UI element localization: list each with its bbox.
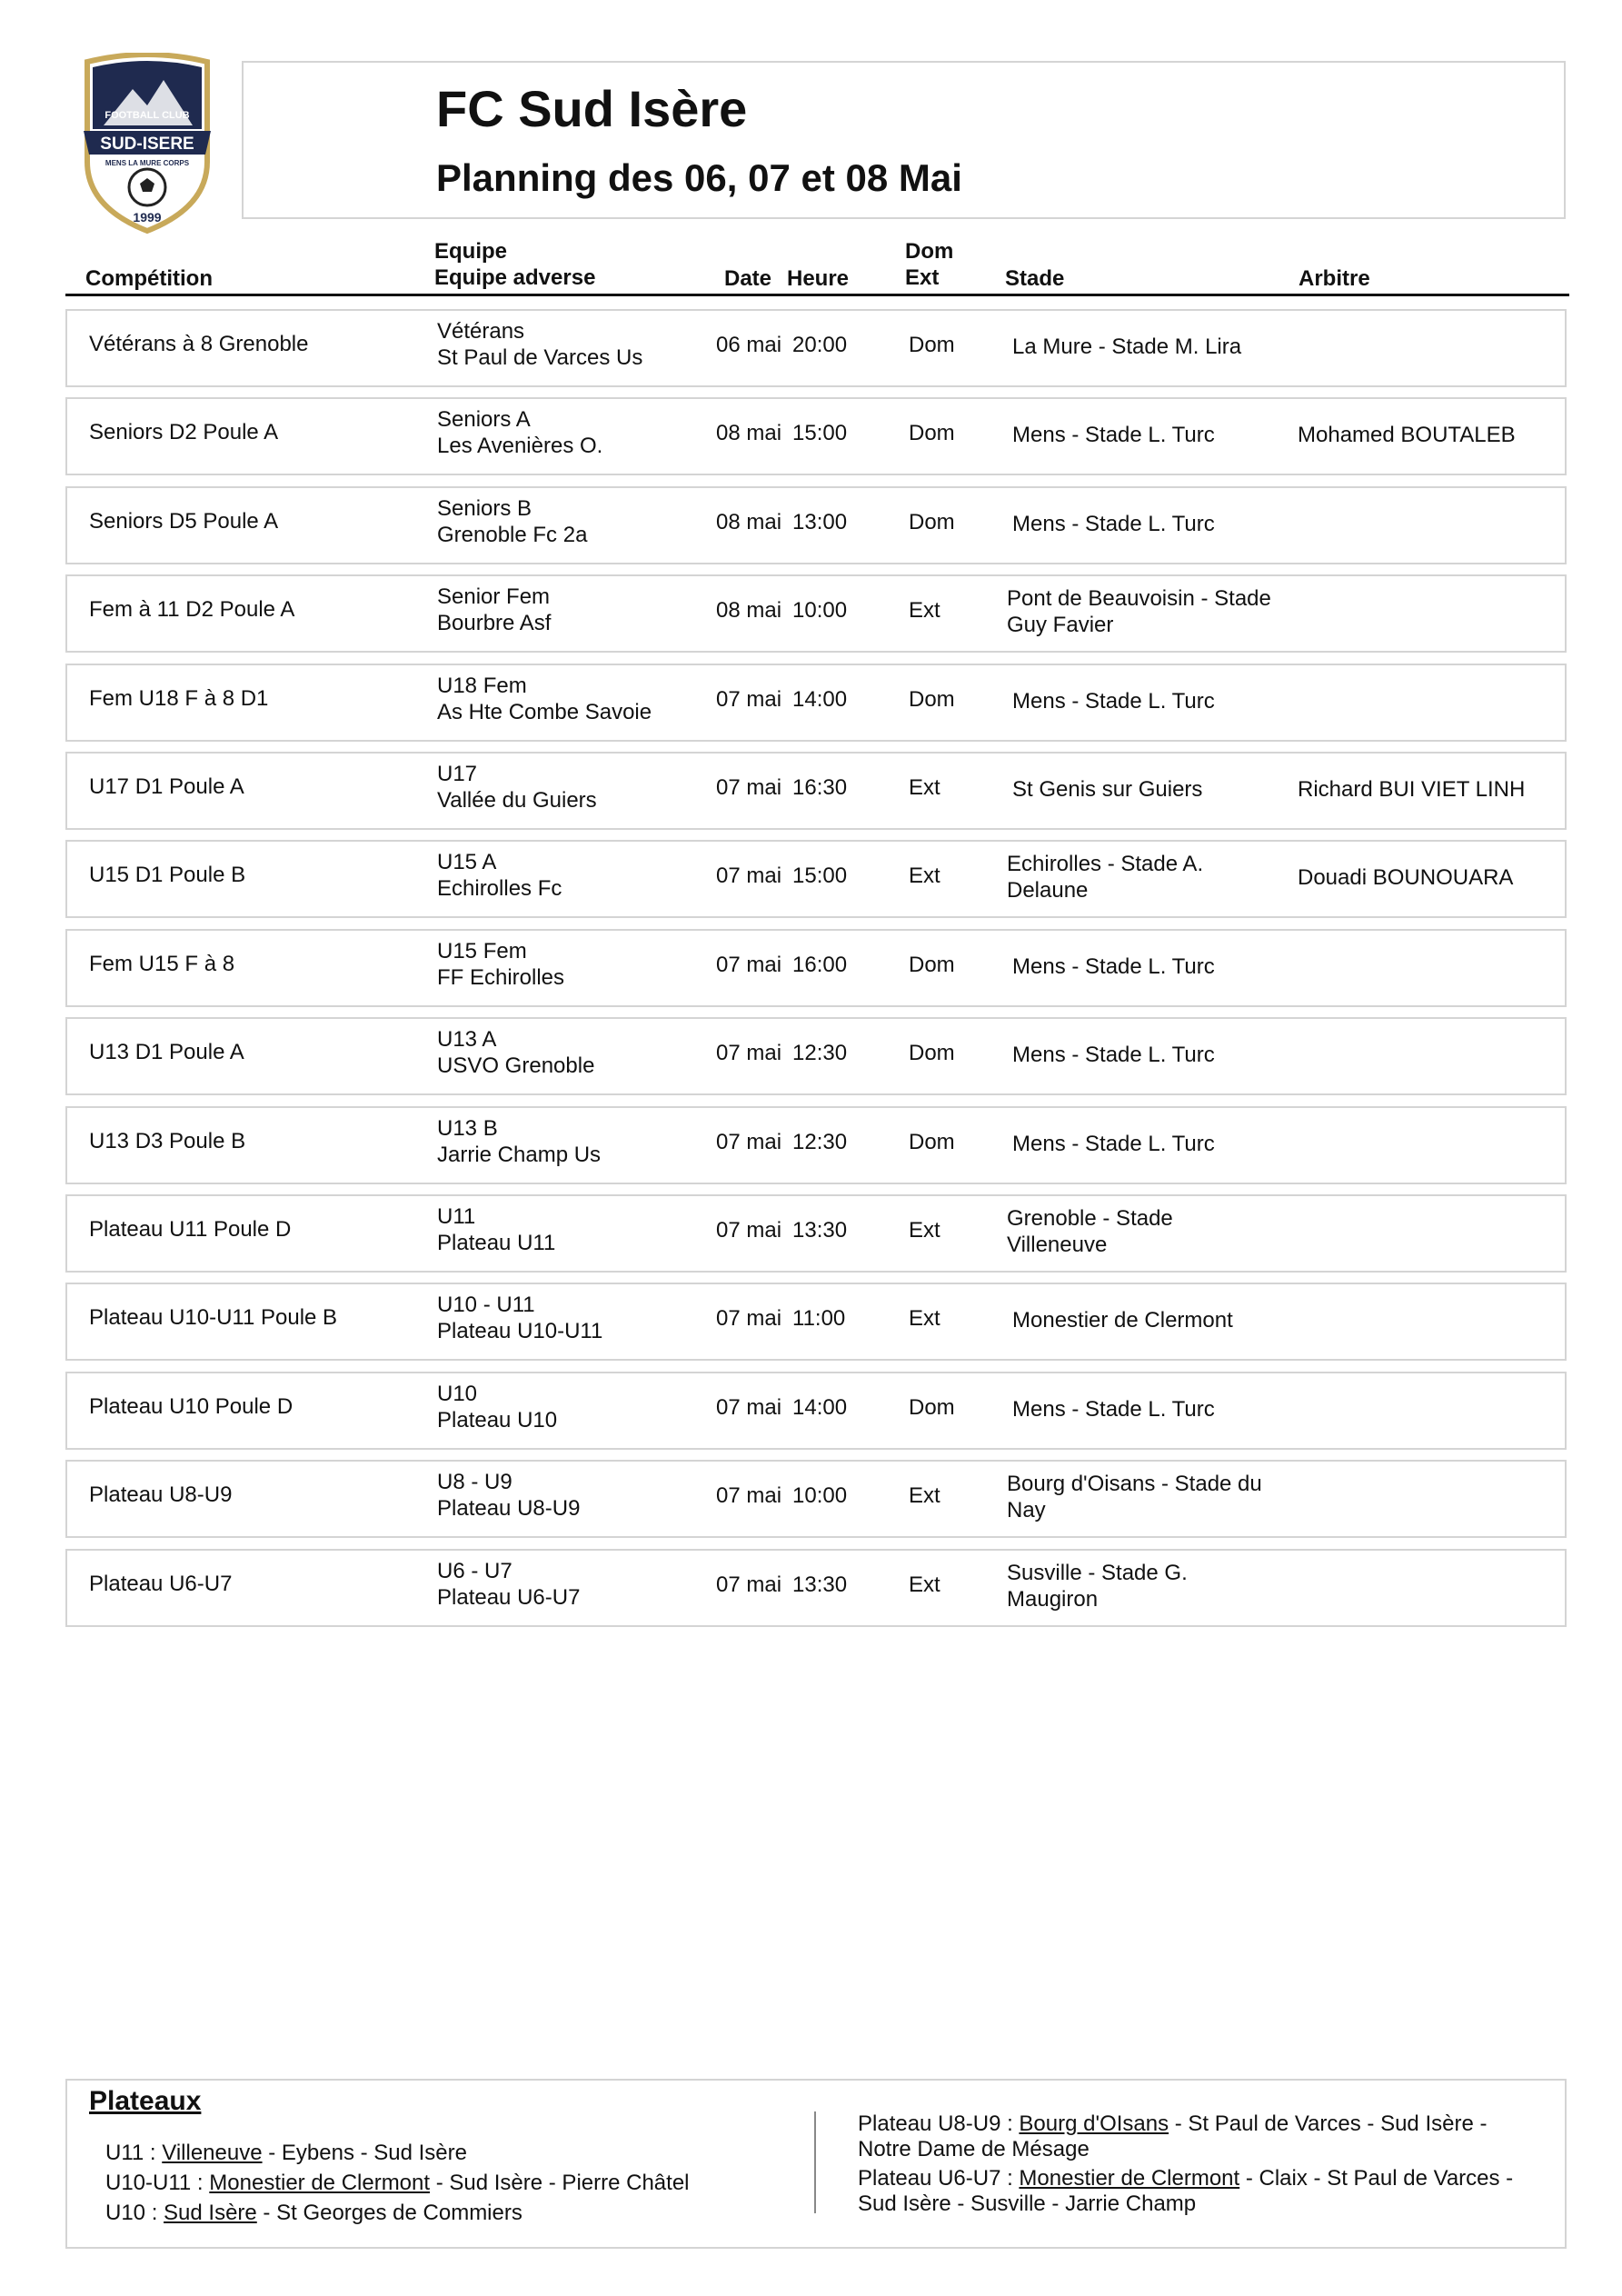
header-arbitre: Arbitre (1299, 266, 1370, 291)
plateaux-divider (814, 2111, 816, 2213)
match-adverse: Plateau U6-U7 (437, 1584, 581, 1610)
match-equipe: U13 B (437, 1115, 498, 1141)
match-adverse: USVO Grenoble (437, 1053, 595, 1079)
match-date: 07 mai (716, 863, 782, 889)
match-heure: 10:00 (792, 1483, 848, 1509)
match-date: 07 mai (716, 1394, 782, 1420)
plateau-rest: - St Paul de Varces - Sud Isère - Notre Dame de Mésage (858, 2111, 1488, 2161)
match-row (65, 1460, 1567, 1538)
plateau-prefix: U11 : (105, 2141, 163, 2165)
match-stade-line1: Grenoble - Stade (1007, 1206, 1173, 1231)
match-adverse: FF Echirolles (437, 964, 565, 990)
match-row (65, 486, 1567, 564)
match-domext: Dom (909, 1394, 955, 1420)
match-date: 07 mai (716, 1129, 782, 1154)
match-heure: 15:00 (792, 421, 848, 446)
match-domext: Ext (909, 1483, 940, 1509)
match-domext: Dom (909, 509, 955, 534)
match-date: 08 mai (716, 421, 782, 446)
match-stade: Monestier de Clermont (1012, 1308, 1233, 1333)
match-teams (437, 938, 564, 991)
match-teams (437, 1203, 555, 1256)
match-row (65, 1106, 1567, 1184)
match-domext: Ext (909, 1218, 940, 1243)
match-teams (437, 1292, 602, 1344)
match-stade-line2: Maugiron (1007, 1586, 1099, 1612)
match-equipe: U10 - U11 (437, 1293, 535, 1318)
match-domext: Dom (909, 686, 955, 712)
match-equipe: Senior Fem (437, 584, 551, 610)
match-stade: Mens - Stade L. Turc (1012, 1396, 1215, 1422)
match-competition: Vétérans à 8 Grenoble (89, 332, 309, 356)
page-title: FC Sud Isère (436, 80, 748, 137)
match-stade-line2: Delaune (1007, 878, 1089, 903)
plateau-prefix: U10 : (105, 2201, 164, 2225)
plateau-left-item (105, 2138, 690, 2168)
match-heure: 12:30 (792, 1129, 848, 1154)
match-stade (1007, 1560, 1298, 1612)
match-competition: Fem U18 F à 8 D1 (89, 685, 269, 711)
match-competition: U15 D1 Poule B (89, 863, 246, 888)
match-adverse: Plateau U10-U11 (437, 1319, 603, 1344)
match-heure: 16:30 (792, 775, 848, 800)
match-adverse: Plateau U11 (437, 1231, 556, 1255)
match-teams (437, 673, 652, 725)
match-adverse: Echirolles Fc (437, 876, 562, 902)
logo-banner-text: SUD-ISERE (100, 135, 194, 154)
match-equipe: U15 Fem (437, 938, 527, 963)
match-domext: Ext (909, 1572, 940, 1597)
match-arbitre: Douadi BOUNOUARA (1298, 865, 1514, 891)
match-teams (437, 1558, 580, 1611)
match-heure: 13:30 (792, 1218, 848, 1243)
header-domext (905, 238, 953, 291)
match-teams (437, 761, 597, 814)
match-row (65, 664, 1567, 742)
match-stade (1007, 1471, 1298, 1523)
match-competition: Seniors D2 Poule A (89, 420, 279, 445)
plateau-host: Villeneuve (162, 2141, 263, 2165)
title-box (242, 61, 1566, 219)
plateau-rest: - St Georges de Commiers (256, 2201, 522, 2225)
match-stade (1007, 585, 1298, 638)
match-date: 07 mai (716, 1572, 782, 1597)
match-date: 06 mai (716, 333, 782, 357)
match-competition: U13 D1 Poule A (89, 1040, 244, 1065)
match-domext: Dom (909, 1041, 955, 1066)
plateaux-title: Plateaux (89, 2086, 202, 2116)
match-equipe: U18 Fem (437, 673, 527, 698)
match-stade (1007, 1205, 1298, 1258)
match-stade: Mens - Stade L. Turc (1012, 1131, 1215, 1156)
header-ext-label: Ext (905, 265, 940, 290)
plateaux-right-list (858, 2111, 1530, 2221)
match-stade-line1: Bourg d'Oisans - Stade du (1007, 1472, 1262, 1497)
match-adverse: Plateau U8-U9 (437, 1496, 581, 1522)
match-stade: Mens - Stade L. Turc (1012, 688, 1215, 714)
header-divider (65, 294, 1569, 296)
header-heure: Heure (787, 266, 850, 291)
match-heure: 14:00 (792, 1394, 848, 1420)
match-row (65, 1372, 1567, 1450)
match-heure: 16:00 (792, 952, 848, 977)
match-heure: 13:00 (792, 509, 848, 534)
plateau-rest: - Eybens - Sud Isère (262, 2141, 467, 2165)
match-stade-line2: Nay (1007, 1498, 1046, 1523)
plateau-right-item (858, 2166, 1530, 2217)
match-teams (437, 1115, 601, 1168)
plateau-rest: - Sud Isère - Pierre Châtel (430, 2171, 690, 2195)
plateau-host: Sud Isère (164, 2201, 257, 2225)
plateau-prefix: Plateau U6-U7 : (858, 2166, 1020, 2191)
match-equipe: Vétérans (437, 319, 525, 344)
match-stade-line1: Echirolles - Stade A. (1007, 852, 1204, 877)
match-teams (437, 406, 602, 459)
plateau-left-item (105, 2198, 690, 2228)
match-stade-line2: Guy Favier (1007, 613, 1114, 638)
plateaux-box (65, 2079, 1567, 2249)
match-row (65, 840, 1567, 918)
match-equipe: U6 - U7 (437, 1558, 512, 1583)
match-stade: Mens - Stade L. Turc (1012, 423, 1215, 448)
header-equipe-adverse-label: Equipe adverse (434, 265, 596, 290)
header-equipe-label: Equipe (434, 239, 508, 264)
match-equipe: Seniors A (437, 407, 531, 433)
match-equipe: U13 A (437, 1027, 497, 1053)
match-adverse: Vallée du Guiers (437, 788, 597, 813)
match-teams (437, 318, 642, 371)
match-competition: Plateau U11 Poule D (89, 1217, 292, 1242)
match-teams (437, 1381, 557, 1433)
plateaux-left-list (105, 2138, 690, 2228)
match-adverse: Plateau U10 (437, 1407, 558, 1433)
match-domext: Ext (909, 863, 940, 889)
match-row (65, 574, 1567, 653)
match-stade: Mens - Stade L. Turc (1012, 953, 1215, 979)
match-equipe: U17 (437, 762, 478, 786)
match-heure: 11:00 (792, 1306, 846, 1332)
match-competition: U17 D1 Poule A (89, 774, 244, 799)
match-domext: Dom (909, 1129, 955, 1154)
header-date: Date (724, 266, 772, 291)
match-stade: Mens - Stade L. Turc (1012, 511, 1215, 536)
plateau-host: Monestier de Clermont (209, 2171, 431, 2195)
match-date: 07 mai (716, 1041, 782, 1066)
match-row (65, 397, 1567, 475)
match-equipe: U11 (437, 1204, 476, 1229)
match-competition: Plateau U6-U7 (89, 1571, 233, 1596)
match-adverse: Les Avenières O. (437, 434, 603, 459)
match-stade-line2: Villeneuve (1007, 1233, 1108, 1257)
match-equipe: U15 A (437, 850, 497, 875)
match-date: 07 mai (716, 775, 782, 800)
match-adverse: St Paul de Varces Us (437, 345, 643, 370)
match-stade: St Genis sur Guiers (1012, 777, 1203, 802)
logo-top-text: FOOTBALL CLUB (104, 110, 190, 121)
header-stade: Stade (1005, 266, 1065, 291)
match-row (65, 1194, 1567, 1273)
plateau-host: Monestier de Clermont (1019, 2166, 1240, 2191)
match-row (65, 929, 1567, 1007)
match-competition: Plateau U10-U11 Poule B (89, 1305, 338, 1331)
match-stade (1007, 851, 1298, 903)
match-heure: 12:30 (792, 1041, 848, 1066)
header-equipe (434, 238, 595, 291)
match-equipe: U8 - U9 (437, 1470, 512, 1495)
match-date: 07 mai (716, 952, 782, 977)
club-logo (76, 53, 218, 235)
header-dom-label: Dom (905, 239, 954, 264)
plateau-prefix: Plateau U8-U9 : (858, 2111, 1020, 2136)
match-stade: Mens - Stade L. Turc (1012, 1043, 1215, 1068)
logo-towns-text: MENS LA MURE CORPS (104, 159, 190, 167)
match-competition: Plateau U8-U9 (89, 1482, 233, 1508)
match-heure: 14:00 (792, 686, 848, 712)
match-row (65, 1549, 1567, 1627)
match-equipe: Seniors B (437, 495, 532, 521)
plateau-host: Bourg d'OIsans (1019, 2111, 1169, 2136)
match-adverse: Jarrie Champ Us (437, 1142, 602, 1167)
logo-year-text: 1999 (133, 210, 162, 225)
match-competition: U13 D3 Poule B (89, 1128, 246, 1153)
match-date: 08 mai (716, 598, 782, 624)
match-stade: La Mure - Stade M. Lira (1012, 334, 1242, 359)
match-domext: Ext (909, 775, 940, 800)
header-competition: Compétition (85, 266, 213, 291)
match-equipe: U10 (437, 1381, 478, 1406)
match-row (65, 1017, 1567, 1095)
match-teams (437, 1469, 580, 1522)
match-date: 07 mai (716, 686, 782, 712)
match-date: 07 mai (716, 1306, 782, 1332)
match-adverse: Bourbre Asf (437, 611, 552, 636)
match-stade-line1: Pont de Beauvoisin - Stade (1007, 586, 1271, 612)
match-heure: 10:00 (792, 598, 848, 624)
match-date: 07 mai (716, 1483, 782, 1509)
match-heure: 15:00 (792, 863, 848, 889)
match-adverse: As Hte Combe Savoie (437, 699, 652, 724)
plateau-rest: - Claix - St Paul de Varces - Sud Isère - Susville - Jarrie Champ (858, 2166, 1514, 2216)
match-domext: Dom (909, 421, 955, 446)
match-competition: Fem U15 F à 8 (89, 951, 235, 976)
match-adverse: Grenoble Fc 2a (437, 522, 588, 547)
match-competition: Fem à 11 D2 Poule A (89, 597, 295, 623)
match-heure: 13:30 (792, 1572, 848, 1597)
plateau-left-item (105, 2168, 690, 2198)
match-domext: Dom (909, 333, 955, 357)
page-subtitle: Planning des 06, 07 et 08 Mai (436, 156, 962, 199)
match-teams (437, 849, 562, 902)
match-teams (437, 584, 551, 636)
match-row (65, 1283, 1567, 1361)
match-domext: Ext (909, 598, 940, 624)
match-domext: Dom (909, 952, 955, 977)
match-date: 08 mai (716, 509, 782, 534)
plateau-prefix: U10-U11 : (105, 2171, 210, 2195)
match-competition: Plateau U10 Poule D (89, 1393, 294, 1419)
match-heure: 20:00 (792, 333, 848, 357)
match-row (65, 309, 1567, 387)
match-teams (437, 495, 587, 548)
match-row (65, 752, 1567, 830)
match-teams (437, 1026, 594, 1079)
match-domext: Ext (909, 1306, 940, 1332)
match-competition: Seniors D5 Poule A (89, 508, 279, 534)
match-date: 07 mai (716, 1218, 782, 1243)
match-arbitre: Mohamed BOUTALEB (1298, 423, 1516, 448)
plateau-right-item (858, 2111, 1530, 2162)
match-stade-line1: Susville - Stade G. (1007, 1560, 1188, 1585)
match-arbitre: Richard BUI VIET LINH (1298, 777, 1526, 802)
